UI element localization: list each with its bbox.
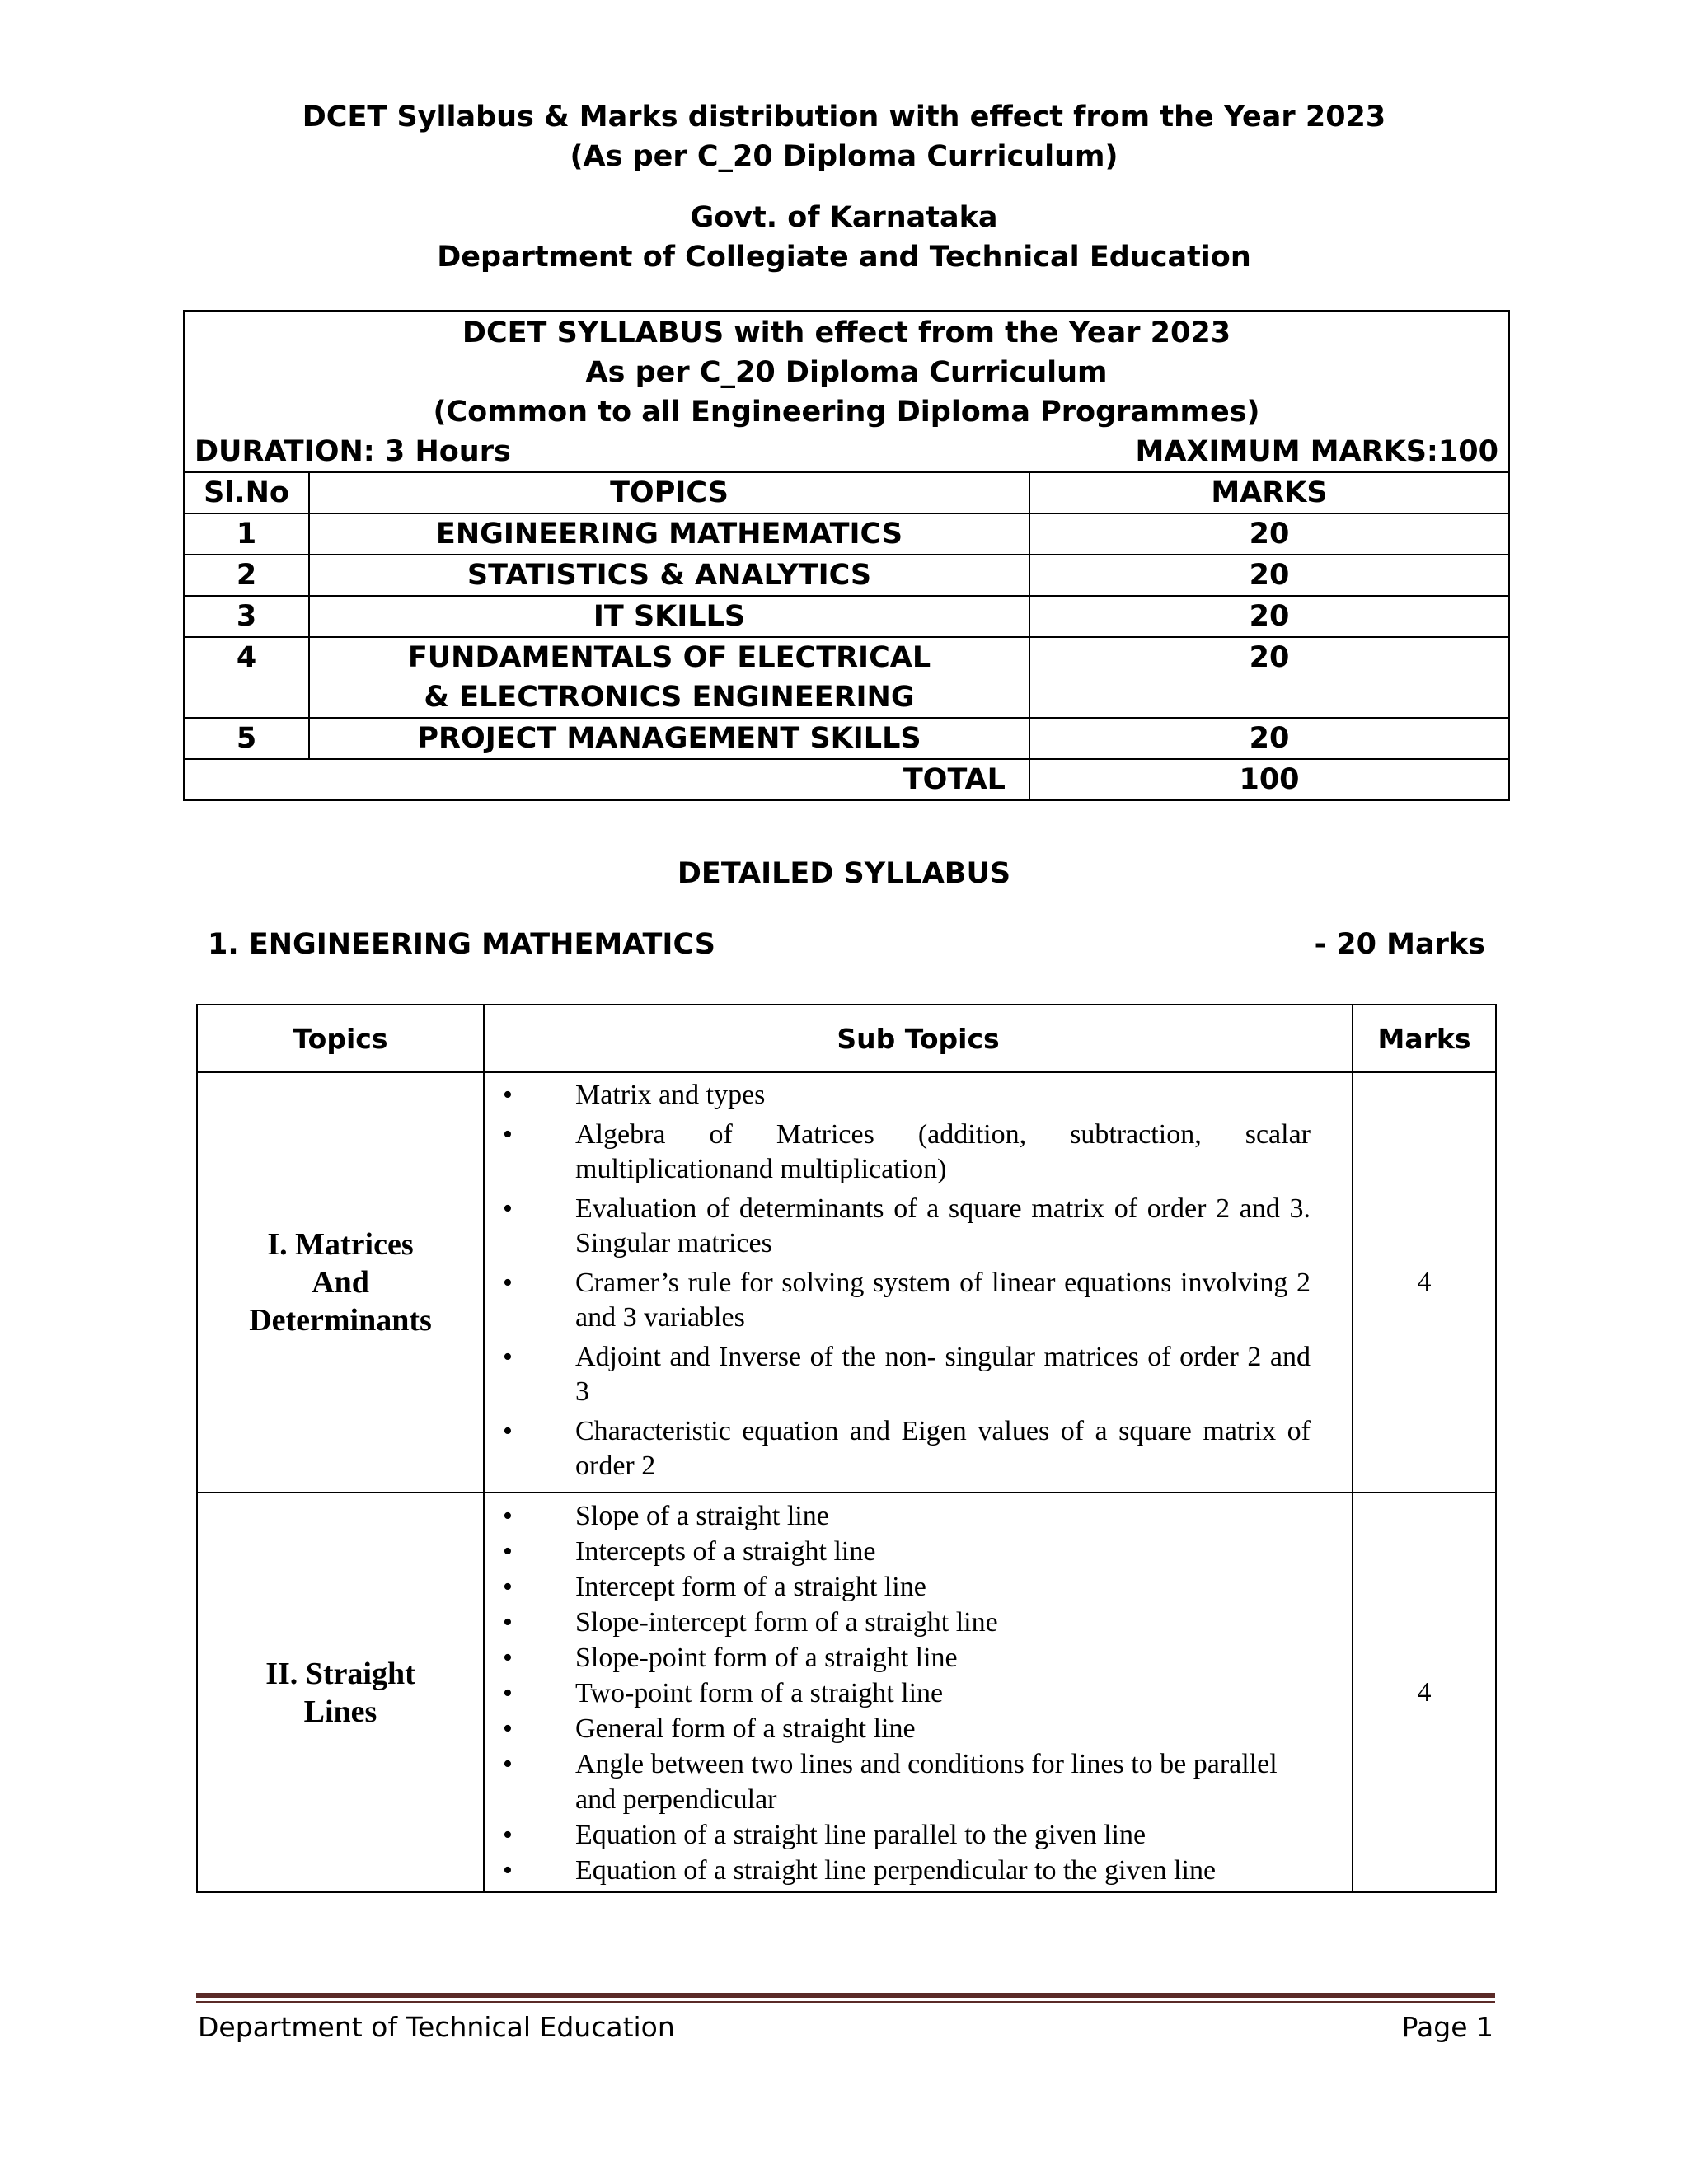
table-row: [184, 596, 1509, 637]
table-row: [184, 718, 1509, 759]
topic-line: Lines: [303, 1694, 377, 1729]
list-item: • Slope-intercept form of a straight line: [485, 1605, 1343, 1640]
duration-label: DURATION: 3 Hours: [195, 435, 511, 468]
row-topic: IT SKILLS: [309, 596, 1029, 637]
list-item: • Cramer’s rule for solving system of linear equations involving 2 and 3 variables: [485, 1266, 1343, 1335]
marks-cell: 4: [1353, 1493, 1496, 1892]
max-marks-label: MAXIMUM MARKS:100: [1135, 435, 1498, 468]
row-slno: 2: [184, 555, 309, 596]
list-item: • Intercepts of a straight line: [485, 1534, 1343, 1569]
list-item: • Equation of a straight line perpendicular to the given line: [485, 1853, 1343, 1888]
page-footer: [198, 2011, 1493, 2043]
table-row: [184, 555, 1509, 596]
header-subtopics: Sub Topics: [484, 1005, 1353, 1072]
list-item: • General form of a straight line: [485, 1711, 1343, 1746]
row-slno: 5: [184, 718, 309, 759]
header-slno: Sl.No: [184, 472, 309, 513]
header-marks: MARKS: [1029, 472, 1509, 513]
table-row: [184, 513, 1509, 555]
subtopic-list: [485, 1078, 1343, 1483]
row-topic: PROJECT MANAGEMENT SKILLS: [309, 718, 1029, 759]
summary-caption-line1: DCET SYLLABUS with effect from the Year 2023: [462, 316, 1231, 349]
row-slno: 3: [184, 596, 309, 637]
list-item: • Slope of a straight line: [485, 1498, 1343, 1534]
header-marks: Marks: [1353, 1005, 1496, 1072]
list-item: • Slope-point form of a straight line: [485, 1640, 1343, 1675]
row-marks: 20: [1029, 513, 1509, 555]
subtopics-cell: [484, 1072, 1353, 1493]
footer-divider-thin: [196, 2001, 1495, 2003]
subtopic-list: [485, 1498, 1343, 1888]
row-marks: 20: [1029, 555, 1509, 596]
summary-caption-line3: (Common to all Engineering Diploma Programmes): [433, 396, 1260, 429]
table-row: [197, 1493, 1496, 1892]
marks-cell: 4: [1353, 1072, 1496, 1493]
table-row: [197, 1072, 1496, 1493]
row-topic: FUNDAMENTALS OF ELECTRICAL & ELECTRONICS ENGINEERING: [309, 637, 1029, 718]
subtopics-cell: [484, 1493, 1353, 1892]
topic-cell: [197, 1493, 484, 1892]
topic-cell: [197, 1072, 484, 1493]
row-marks: 20: [1029, 596, 1509, 637]
page-number: Page 1: [1401, 2011, 1493, 2043]
list-item: • Characteristic equation and Eigen values of a square matrix of order 2: [485, 1414, 1343, 1483]
footer-divider: [196, 1993, 1495, 1998]
table-row: [184, 637, 1509, 718]
detailed-syllabus-title: DETAILED SYLLABUS: [677, 857, 1011, 890]
summary-total-row: [184, 759, 1509, 800]
topic-line: And: [312, 1265, 369, 1300]
detail-header-row: [197, 1005, 1496, 1072]
row-slno: 4: [184, 637, 309, 718]
total-label: TOTAL: [184, 759, 1029, 800]
header-topics: TOPICS: [309, 472, 1029, 513]
list-item: • Angle between two lines and conditions for lines to be parallel and perpendicular: [485, 1746, 1343, 1817]
summary-header-row: [184, 472, 1509, 513]
list-item: • Two-point form of a straight line: [485, 1675, 1343, 1711]
government-name: Govt. of Karnataka: [690, 201, 998, 234]
document-subtitle: (As per C_20 Diploma Curriculum): [570, 140, 1118, 173]
row-topic: STATISTICS & ANALYTICS: [309, 555, 1029, 596]
list-item: • Matrix and types: [485, 1078, 1343, 1113]
row-slno: 1: [184, 513, 309, 555]
row-topic: ENGINEERING MATHEMATICS: [309, 513, 1029, 555]
summary-caption-line2: As per C_20 Diploma Curriculum: [585, 356, 1108, 389]
list-item: • Algebra of Matrices (addition, subtraction, scalar multiplicationand multiplication): [485, 1118, 1343, 1187]
marks-summary-table: [183, 310, 1510, 801]
summary-caption-row: [184, 311, 1509, 472]
list-item: • Evaluation of determinants of a square matrix of order 2 and 3. Singular matrices: [485, 1192, 1343, 1261]
detailed-syllabus-table: [196, 1004, 1497, 1893]
subject-marks: - 20 Marks: [1314, 928, 1485, 961]
subject-heading: [208, 928, 1485, 961]
row-marks: 20: [1029, 718, 1509, 759]
list-item: • Intercept form of a straight line: [485, 1569, 1343, 1605]
topic-line: I. Matrices: [267, 1227, 414, 1262]
department-name: Department of Collegiate and Technical Education: [437, 241, 1251, 274]
topic-line: Determinants: [249, 1303, 432, 1338]
row-marks: 20: [1029, 637, 1509, 718]
topic-line: II. Straight: [265, 1656, 415, 1691]
document-title: DCET Syllabus & Marks distribution with effect from the Year 2023: [302, 101, 1386, 134]
subject-name: 1. ENGINEERING MATHEMATICS: [208, 928, 715, 961]
total-value: 100: [1029, 759, 1509, 800]
list-item: • Adjoint and Inverse of the non- singular matrices of order 2 and 3: [485, 1340, 1343, 1409]
header-topics: Topics: [197, 1005, 484, 1072]
list-item: • Equation of a straight line parallel to the given line: [485, 1817, 1343, 1853]
footer-department: Department of Technical Education: [198, 2011, 675, 2043]
